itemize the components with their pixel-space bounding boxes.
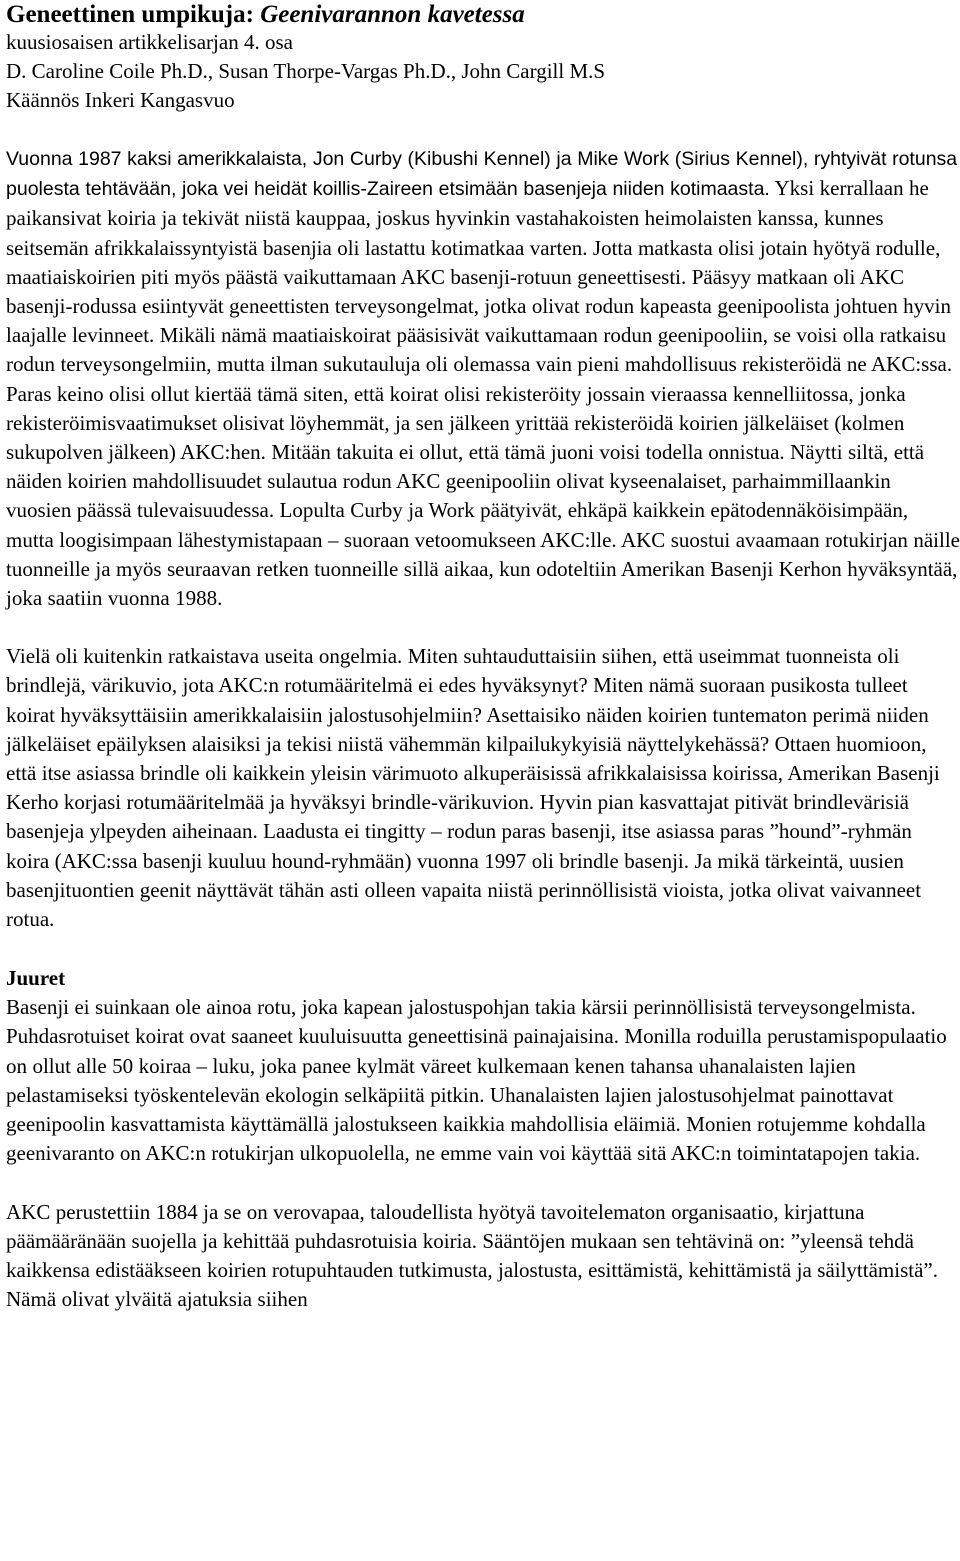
section-heading-juuret: Juuret (6, 966, 66, 991)
body-paragraph-1 (6, 144, 960, 613)
paragraph-1-serif-text: Yksi kerrallaan he paikansivat koiria ja tekivät niistä kauppaa, joskus hyvinkin vastahakoisten heimolaisten kanssa, kunnes seitsemän afrikkalaissyntyistä basenjia oli lastattu kotimatkaa varten. Jotta matkasta olisi jotain hyötyä rodulle, maatiaiskoirien piti myös päästä vaikuttamaan AKC basenji-rotuun geneettisesti. Pääsyy matkaan oli AKC basenji-rodussa esiintyvät geneettisten terveysongelmat, jotka olivat rodun kapeasta geenipoolista johtuen hyvin laajalle levinneet. Mikäli nämä maatiaiskoirat pääsisivät vaikuttamaan rodun geenipooliin, se voisi olla ratkaisu rodun terveysongelmiin, mutta ilman sukutauluja oli olemassa vain pieni mahdollisuus rekisteröidä ne AKC:ssa. Paras keino olisi ollut kiertää tämä siten, että koirat olisi rekisteröity jossain vieraassa kennelliitossa, jonka rekisteröimisvaatimukset olisivat löyhemmät, ja sen jälkeen yrittää rekisteröidä koirien jälkeläiset (kolmen sukupolven jälkeen) AKC:hen. Mitään takuita ei ollut, että tämä juoni voisi todella onnistua. Näytti siltä, että näiden koirien mahdollisuudet sulautua rodun AKC geenipooliin olivat kyseenalaiset, parhaimmillaankin vuosien päässä tulevaisuudessa. Lopulta Curby ja Work päätyivät, ehkäpä kaikkein epätodennäköisimpään, mutta loogisimpaan lähestymistapaan – suoraan vetoomukseen AKC:lle. AKC suostui avaamaan rotukirjan näille tuonneille ja myös seuraavan retken tuonneille sillä aikaa, kun odoteltiin Amerikan Basenji Kerhon hyväksyntää, joka saatiin vuonna 1988. (6, 176, 960, 611)
title-subtitle: Geenivarannon kavetessa (260, 1, 525, 28)
body-paragraph-3: Basenji ei suinkaan ole ainoa rotu, joka kapean jalostuspohjan takia kärsii perinnöllisistä terveysongelmista. Puhdasrotuiset koirat ovat saaneet kuuluisuutta geneettisinä painajaisina. Monilla roduilla perustamispopulaatio on ollut alle 50 koiraa – luku, joka panee kylmät väreet kulkemaan kenen tahansa uhanalaisten lajien pelastamiseksi työskentelevän ekologin selkäpiitä pitkin. Uhanalaisten lajien jalostusohjelmat painottavat geenipoolin kasvattamista käyttämällä jalostukseen kaikkia mahdollisia eläimiä. Monien rotujemme kohdalla geenivaranto on AKC:n rotukirjan ulkopuolella, ne emme vain voi käyttää sitä AKC:n toimintatapojen takia. (6, 995, 947, 1166)
body-paragraph-4: AKC perustettiin 1884 ja se on verovapaa, taloudellista hyötyä tavoitelematon organisaatio, kirjattuna päämääränään suojella ja kehittää puhdasrotuisia koiria. Sääntöjen mukaan sen tehtävinä on: ”yleensä tehdä kaikkensa edistääkseen koirien rotupuhtauden tutkimusta, jalostusta, esittämistä, kehittämistä ja säilyttämistä”. Nämä olivat ylväitä ajatuksia siihen (6, 1199, 938, 1312)
paragraph-1-sans-text: Vuonna 1987 kaksi amerikkalaista, Jon Curby (Kibushi Kennel) ja Mike Work (Sirius Kennel), ryhtyivät rotunsa puolesta tehtävään, joka vei heidät koillis-Zaireen etsimään basenjeja niiden kotimaasta. (6, 148, 958, 201)
title-main: Geneettinen umpikuja: (6, 1, 254, 28)
translator-credit: Käännös Inkeri Kangasvuo (6, 88, 235, 112)
author-list: D. Caroline Coile Ph.D., Susan Thorpe-Vargas Ph.D., John Cargill M.S (6, 59, 606, 83)
body-paragraph-2: Vielä oli kuitenkin ratkaistava useita ongelmia. Miten suhtauduttaisiin siihen, että useimmat tuonneista oli brindlejä, värikuvio, jota AKC:n rotumääritelmä ei edes hyväksynyt? Miten nämä suoraan pusikosta tulleet koirat hyväksyttäisiin amerikkalaisiin jalostusohjelmiin? Asettaisiko näiden koirien tuntematon perimä niiden jälkeläiset epäilyksen alaisiksi ja tekisi niistä vähemmän kilpailukykyisiä näyttelykehässä? Ottaen huomioon, että itse asiassa brindle oli kaikkein yleisin värimuoto alkuperäisissä afrikkalaisissa koirissa, Amerikan Basenji Kerho korjasi rotumääritelmää ja hyväksyi brindle-värikuvion. Hyvin pian kasvattajat pitivät brindlevärisiä basenjeja ylpeyden aiheinaan. Laadusta ei tingitty – rodun paras basenji, itse asiassa paras ”hound”-ryhmän koira (AKC:ssa basenji kuuluu hound-ryhmään) vuonna 1997 oli brindle basenji. Ja mikä tärkeintä, uusien basenjituontien geenit näyttävät tähän asti olleen vapaita niistä perinnöllisistä vioista, jotka olivat vaivanneet rotua. (6, 644, 940, 932)
article-title (6, 0, 960, 30)
series-info: kuusiosaisen artikkelisarjan 4. osa (6, 30, 293, 54)
